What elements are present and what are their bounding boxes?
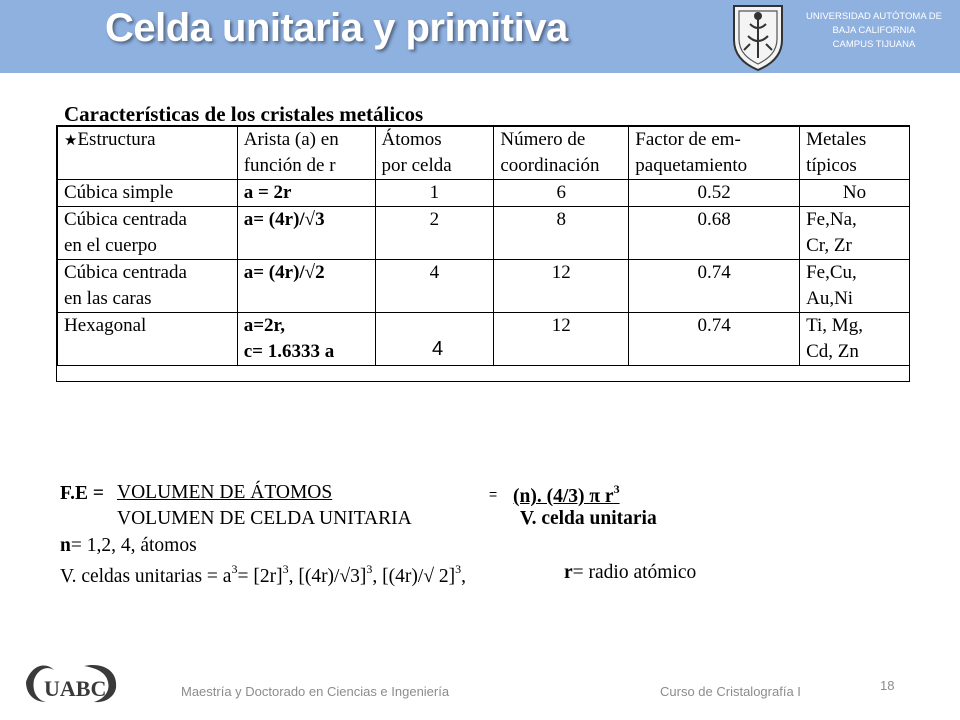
header-edge-line-1: Arista (a) en — [243, 129, 339, 150]
university-line-1: UNIVERSIDAD AUTÓTOMA DE — [805, 11, 942, 22]
cell-metals-line: Fe,Na, — [806, 209, 857, 230]
table-header-row — [58, 127, 910, 180]
cell-metals — [800, 207, 910, 260]
cell-edge — [237, 180, 375, 207]
r-value: = radio atómico — [572, 562, 697, 583]
volume-exp: 3 — [231, 562, 238, 576]
star-icon: ★ — [64, 133, 78, 149]
cell-metals — [800, 313, 910, 366]
fe-numerator-right-exp: 3 — [613, 482, 620, 496]
uabc-logo-icon — [24, 660, 119, 704]
volume-exp: 3 — [366, 562, 373, 576]
cell-edge — [237, 207, 375, 260]
cell-coordination: 12 — [494, 260, 629, 313]
cell-edge — [237, 260, 375, 313]
table-row — [58, 207, 910, 260]
footer-program: Maestría y Doctorado en Ciencias e Ingeniería — [181, 684, 450, 699]
cell-packing: 0.74 — [629, 313, 800, 366]
table-title: Características de los cristales metálicos — [64, 102, 424, 126]
volume-term: , [(4r)/√3] — [288, 566, 367, 587]
cell-metals — [800, 260, 910, 313]
cell-metals-line: Cd, Zn — [806, 341, 859, 362]
header-packing-line-1: Factor de em- — [635, 129, 741, 150]
cell-packing: 0.52 — [629, 180, 800, 207]
cell-atoms: 1 — [375, 180, 494, 207]
n-line — [60, 535, 197, 557]
header-bar — [0, 0, 960, 73]
cell-metals-line: Au,Ni — [806, 288, 854, 309]
cell-coordination: 6 — [494, 180, 629, 207]
fe-label: F.E = — [60, 483, 104, 504]
fe-numerator: VOLUMEN DE ÁTOMOS — [117, 482, 333, 503]
header-atoms-line-1: Átomos — [381, 129, 442, 150]
radius-definition — [564, 562, 696, 584]
university-line-3: CAMPUS TIJUANA — [832, 39, 916, 50]
cell-structure-line: en las caras — [64, 288, 152, 309]
cell-edge-line: a=2r, — [243, 315, 285, 336]
fe-denominator: VOLUMEN DE CELDA UNITARIA — [117, 508, 412, 529]
cell-coordination: 8 — [494, 207, 629, 260]
university-seal-icon — [728, 2, 788, 72]
header-packing — [629, 127, 800, 180]
header-coordination-line-2: coordinación — [500, 155, 600, 176]
volumes-line — [60, 562, 466, 588]
slide-title: Celda unitaria y primitiva — [105, 6, 568, 50]
cell-metals — [800, 180, 910, 207]
cell-metals-line: Ti, Mg, — [806, 315, 863, 336]
cell-structure — [58, 180, 238, 207]
cell-structure — [58, 313, 238, 366]
crystal-table — [57, 126, 910, 366]
cell-packing: 0.74 — [629, 260, 800, 313]
cell-atoms: 2 — [375, 207, 494, 260]
fe-numerator-right-text: (n). (4/3) π r — [513, 486, 614, 507]
header-metals — [800, 127, 910, 180]
cell-edge-line: a= (4r)/√3 — [243, 209, 325, 230]
university-name — [790, 10, 958, 52]
cell-structure — [58, 207, 238, 260]
footer-course: Curso de Cristalografía I — [660, 684, 801, 699]
volume-exp: 3 — [455, 562, 462, 576]
header-coordination — [494, 127, 629, 180]
header-coordination-line-1: Número de — [500, 129, 586, 150]
cell-edge — [237, 313, 375, 366]
volume-term: , [(4r)/√ 2] — [372, 566, 456, 587]
header-structure — [58, 127, 238, 180]
volume-exp: 3 — [282, 562, 289, 576]
page-number: 18 — [880, 678, 895, 693]
equals-sign: = — [489, 486, 498, 502]
cell-structure — [58, 260, 238, 313]
table-row — [58, 260, 910, 313]
cell-edge-line: c= 1.6333 a — [243, 341, 335, 362]
table-row — [58, 313, 910, 366]
cell-structure-line: Hexagonal — [64, 315, 147, 336]
logo-text: UABC — [44, 676, 107, 701]
cell-structure-line: en el cuerpo — [64, 235, 157, 256]
volumes-prefix: V. celdas unitarias = a — [60, 566, 232, 587]
header-structure-text: Estructura — [77, 129, 156, 150]
university-line-2: BAJA CALIFORNIA — [832, 25, 916, 36]
cell-metals-line: No — [842, 182, 867, 203]
table-row — [58, 180, 910, 207]
cell-structure-line: Cúbica simple — [64, 182, 174, 203]
n-value: = 1,2, 4, átomos — [70, 535, 197, 556]
cell-coordination: 12 — [494, 313, 629, 366]
cell-atoms: 4 — [375, 260, 494, 313]
cell-metals-line: Cr, Zr — [806, 235, 852, 256]
cell-metals-line: Fe,Cu, — [806, 262, 857, 283]
header-atoms — [375, 127, 494, 180]
header-edge — [237, 127, 375, 180]
volume-term: = [2r] — [237, 566, 283, 587]
header-metals-line-2: típicos — [806, 155, 857, 176]
hexagonal-atoms-overlay: 4 — [432, 338, 444, 360]
r-label: r — [564, 562, 573, 583]
fe-numerator-right — [513, 482, 695, 508]
header-packing-line-2: paquetamiento — [635, 155, 748, 176]
cell-structure-line: Cúbica centrada — [64, 262, 187, 283]
cell-structure-line: Cúbica centrada — [64, 209, 187, 230]
header-atoms-line-2: por celda — [381, 155, 452, 176]
cell-edge-line: a = 2r — [243, 182, 292, 203]
header-edge-line-2: función de r — [243, 155, 336, 176]
fe-denominator-right: V. celda unitaria — [520, 508, 657, 529]
cell-edge-line: a= (4r)/√2 — [243, 262, 325, 283]
volume-term: , — [461, 566, 467, 587]
header-metals-line-1: Metales — [806, 129, 867, 150]
n-label: n — [60, 535, 71, 556]
cell-packing: 0.68 — [629, 207, 800, 260]
